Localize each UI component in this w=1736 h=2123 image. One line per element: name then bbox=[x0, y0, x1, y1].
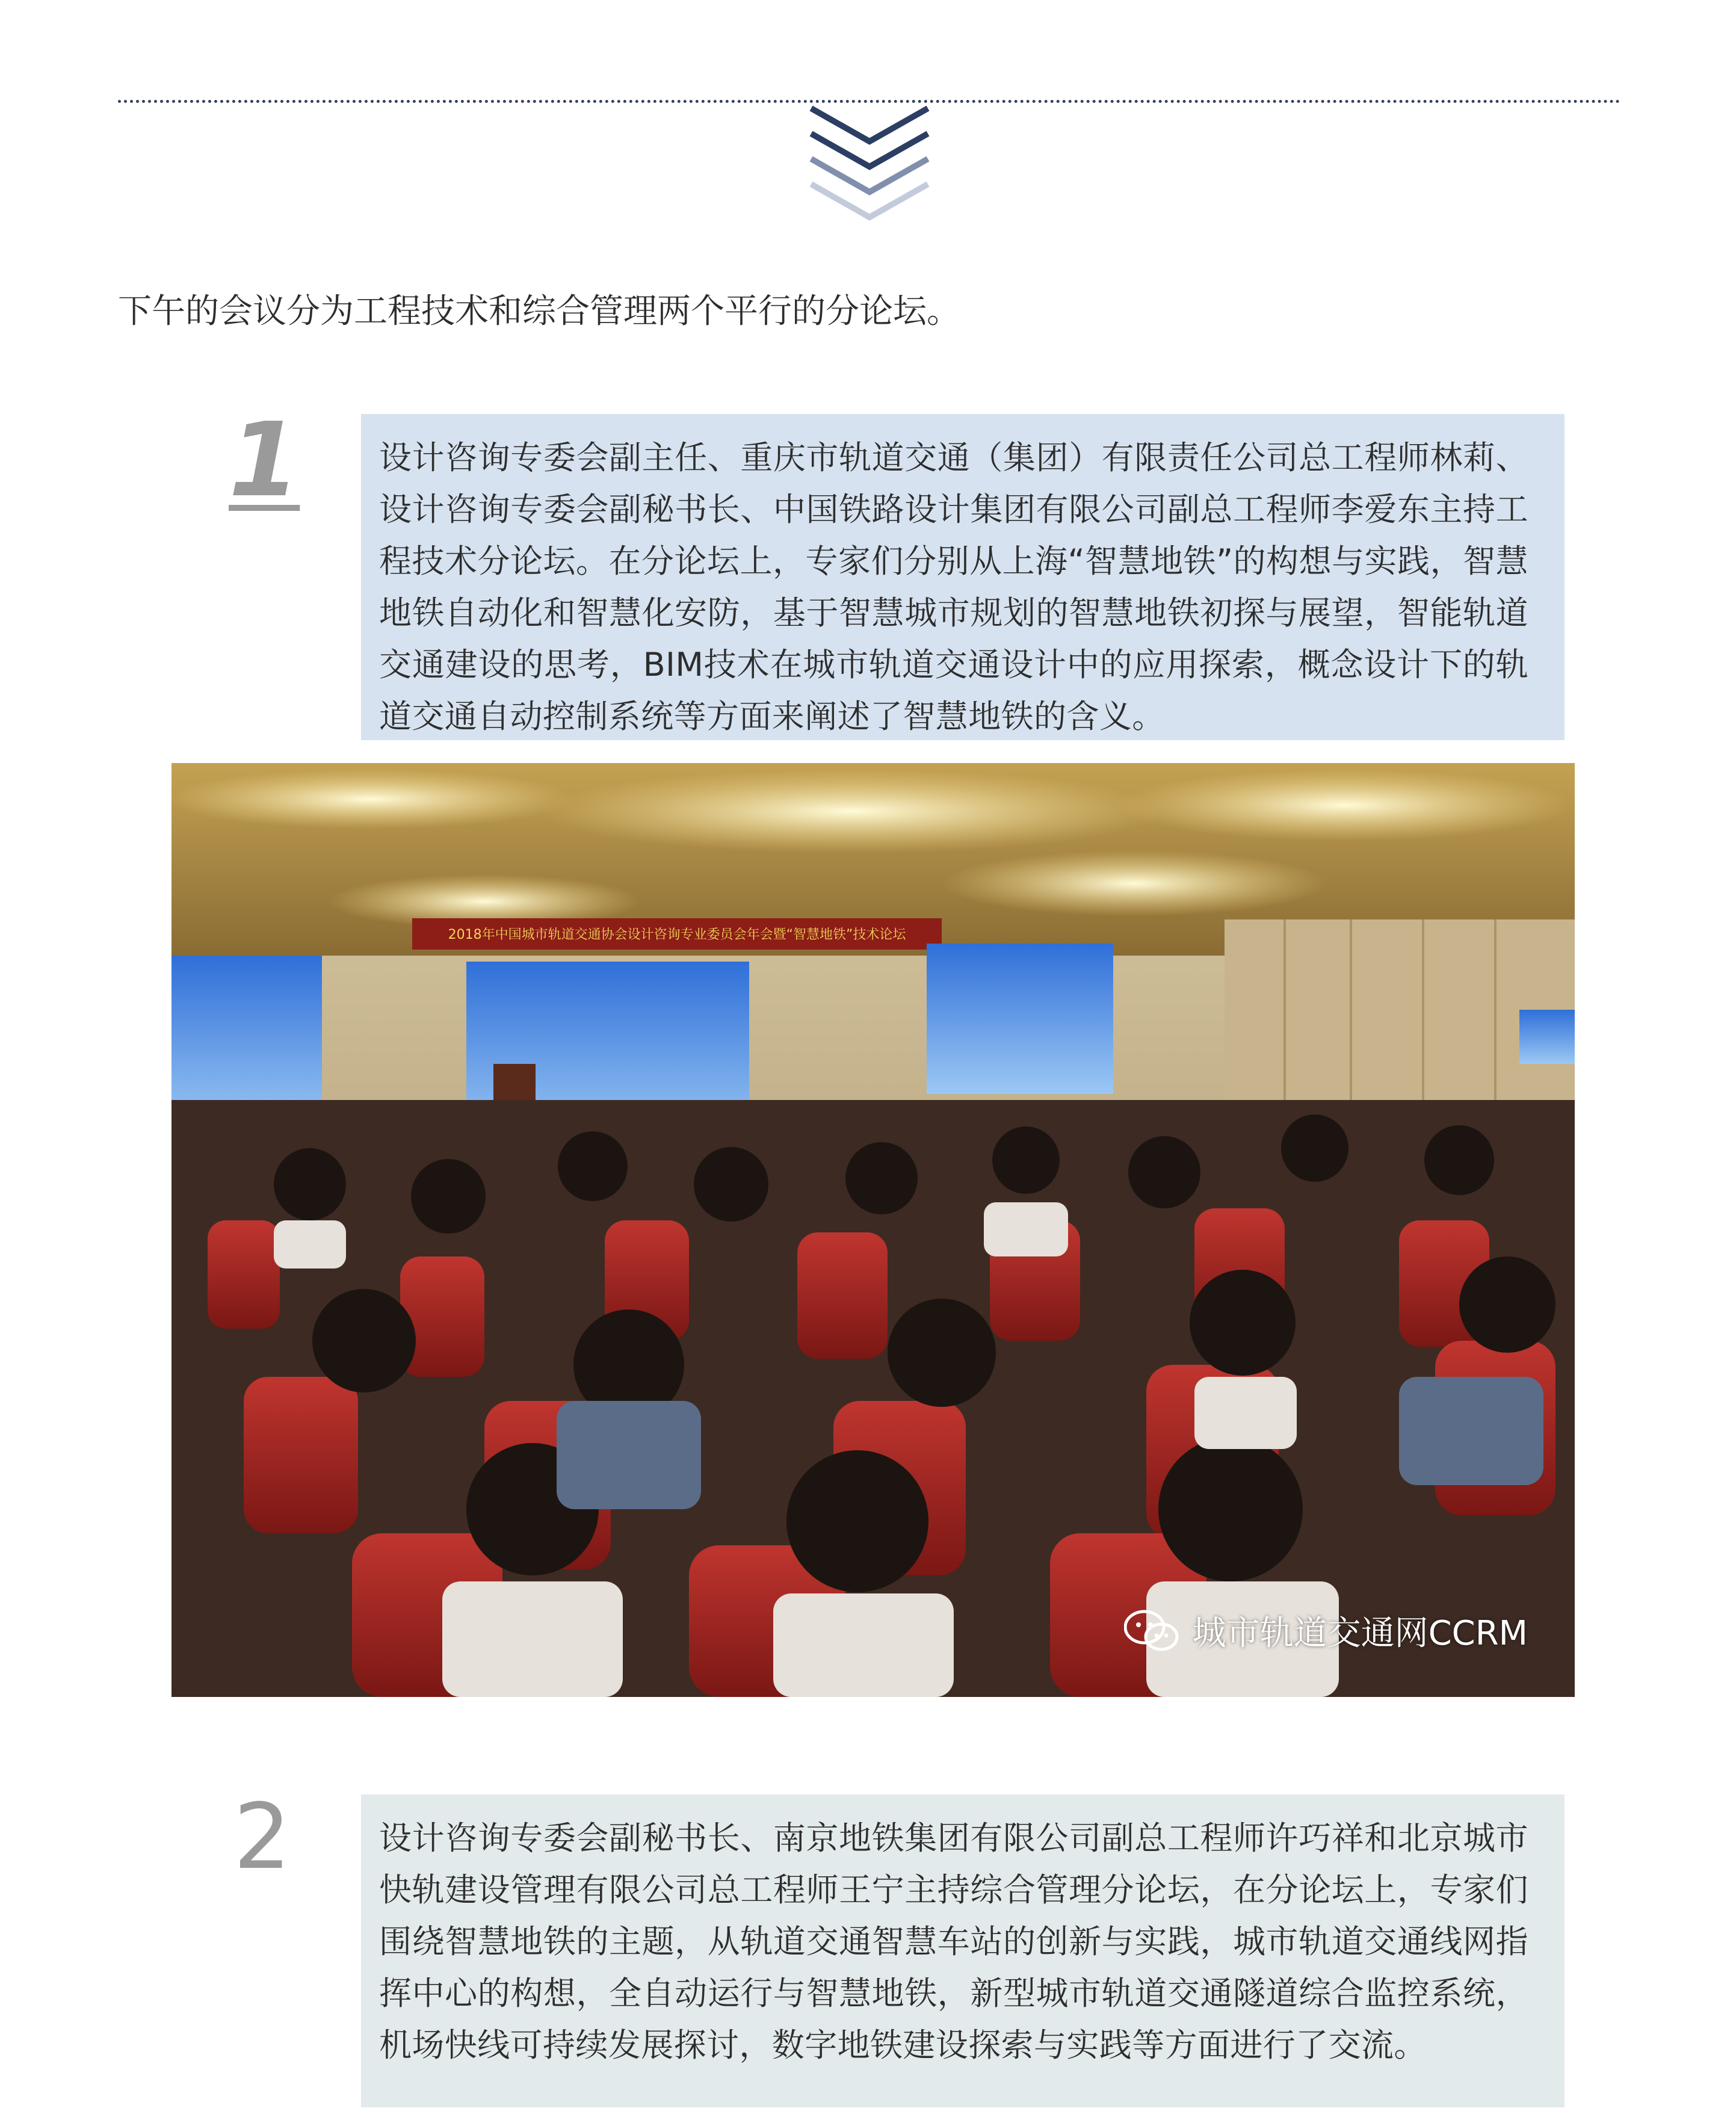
section-1-text: 设计咨询专委会副主任、重庆市轨道交通（集团）有限责任公司总工程师林莉、设计咨询专委会副秘书长、中国铁路设计集团有限公司副总工程师李爱东主持工程技术分论坛。在分论坛上，专家们分别从上海“智慧地铁”的构想与实践，智慧地铁自动化和智慧化安防，基于智慧城市规划的智慧地铁初探与展望，智能轨道交通建设的思考，BIM技术在城市轨道交通设计中的应用探索，概念设计下的轨道交通自动控制系统等方面来阐述了智慧地铁的含义。 bbox=[379, 439, 1528, 735]
conference-photo bbox=[171, 763, 1575, 1697]
watermark-text: 城市轨道交通网CCRM bbox=[1192, 1614, 1528, 1653]
wechat-icon bbox=[1124, 1609, 1179, 1652]
section-number-2: 2 bbox=[233, 1785, 291, 1890]
photo-banner-text: 2018年中国城市轨道交通协会设计咨询专业委员会年会暨“智慧地铁”技术论坛 bbox=[448, 927, 906, 942]
photo-watermark bbox=[1124, 1607, 1528, 1655]
section-2-text: 设计咨询专委会副秘书长、南京地铁集团有限公司副总工程师许巧祥和北京城市快轨建设管理有限公司总工程师王宁主持综合管理分论坛，在分论坛上，专家们围绕智慧地铁的主题，从轨道交通智慧车站的创新与实践，城市轨道交通线网指挥中心的构想，全自动运行与智慧地铁，新型城市轨道交通隧道综合监控系统，机场快线可持续发展探讨，数字地铁建设探索与实践等方面进行了交流。 bbox=[379, 1819, 1528, 2064]
chevron-down-icon bbox=[800, 96, 939, 235]
intro-paragraph: 下午的会议分为工程技术和综合管理两个平行的分论坛。 bbox=[118, 292, 960, 331]
conference-hall-illustration bbox=[171, 763, 1575, 1697]
section-2-textbox bbox=[361, 1794, 1565, 2107]
section-number-1: 1 bbox=[229, 401, 300, 520]
section-1-textbox bbox=[361, 414, 1565, 740]
